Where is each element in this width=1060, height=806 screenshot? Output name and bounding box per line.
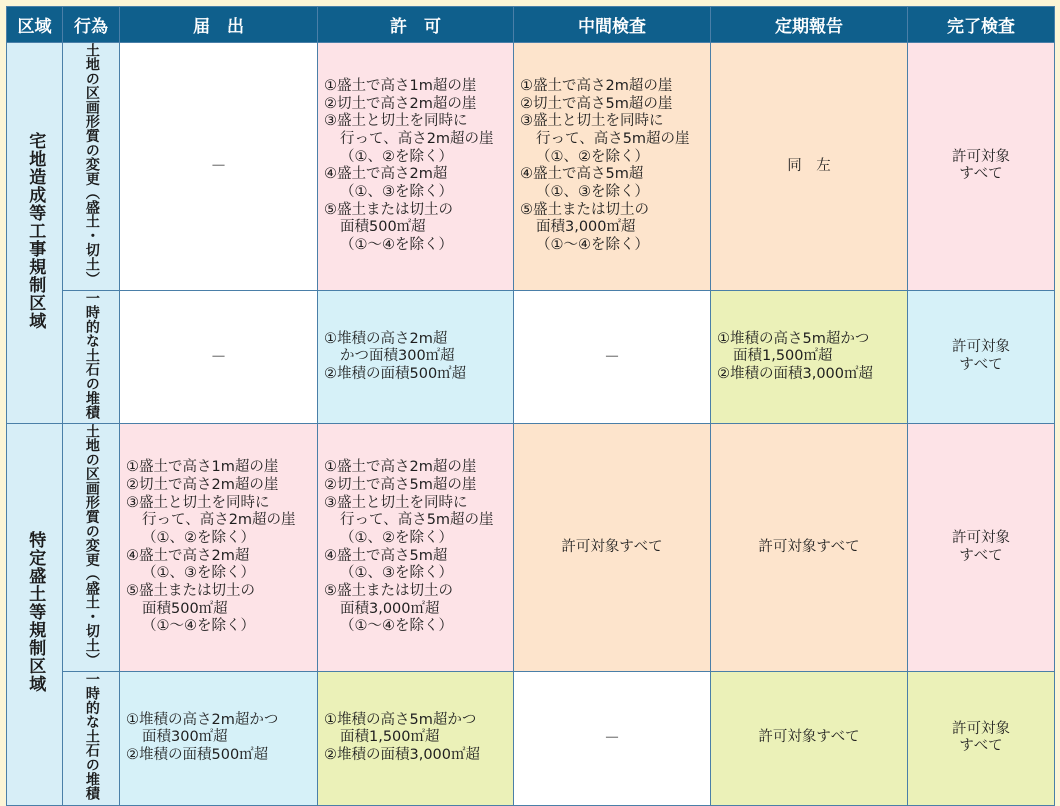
dash: － bbox=[210, 156, 227, 176]
all-permit-line1: 許可対象 bbox=[952, 529, 1010, 546]
list-item: ④盛土で高さ2m超 bbox=[324, 166, 448, 183]
list-item: 面積1,500㎡超 bbox=[733, 348, 833, 365]
list-item: ①堆積の高さ2m超 bbox=[324, 330, 448, 347]
list-item: ③盛土と切土を同時に bbox=[126, 494, 270, 511]
act-land-change bbox=[63, 424, 120, 672]
act-temp-pile bbox=[63, 672, 120, 806]
list-item: 行って、高さ5m超の崖 bbox=[536, 131, 690, 147]
all-permit-text: 許可対象すべて bbox=[758, 538, 860, 555]
r3-notify bbox=[120, 424, 318, 672]
dash: － bbox=[603, 727, 620, 747]
list-item: ②切土で高さ2m超の崖 bbox=[126, 476, 279, 493]
r4-notify bbox=[120, 672, 318, 806]
act-label: 一時的な土石の堆積 bbox=[83, 290, 100, 420]
act-label: 一時的な土石の堆積 bbox=[83, 672, 100, 801]
r4-permit bbox=[318, 672, 514, 806]
header-row bbox=[7, 7, 1055, 43]
r3-permit bbox=[318, 424, 514, 672]
list-item: ②堆積の面積500㎡超 bbox=[324, 365, 467, 382]
table-row bbox=[7, 43, 1055, 291]
list-item: ⑤盛土または切土の bbox=[520, 201, 649, 218]
list-item: ④盛土で高さ2m超 bbox=[126, 547, 250, 564]
list-item: （①、②を除く） bbox=[340, 148, 453, 165]
list-item: （①～④を除く） bbox=[536, 237, 649, 254]
zone-label: 特定盛土等規制区域 bbox=[25, 530, 46, 694]
r3-midcheck bbox=[514, 424, 711, 672]
list-item: （①、②を除く） bbox=[536, 148, 649, 165]
list-item: ③盛土と切土を同時に bbox=[324, 494, 468, 511]
list-item: 面積500㎡超 bbox=[142, 600, 228, 617]
list-item: ①盛土で高さ1m超の崖 bbox=[324, 77, 477, 94]
list-item: （①、②を除く） bbox=[340, 529, 453, 546]
list-item: 面積300㎡超 bbox=[142, 729, 228, 746]
zone-residential bbox=[7, 43, 63, 424]
list-item: ①盛土で高さ2m超の崖 bbox=[324, 459, 477, 476]
list-item: ②堆積の面積3,000㎡超 bbox=[717, 365, 874, 382]
header-notify: 届 出 bbox=[120, 7, 318, 43]
dash: － bbox=[210, 346, 227, 366]
list-item: （①、③を除く） bbox=[536, 184, 649, 201]
list-item: ①盛土で高さ2m超の崖 bbox=[520, 77, 673, 94]
list-item: ②切土で高さ5m超の崖 bbox=[520, 95, 673, 112]
header-report: 定期報告 bbox=[711, 7, 908, 43]
list-item: （①、③を除く） bbox=[340, 184, 453, 201]
list-item: ④盛土で高さ5m超 bbox=[324, 547, 448, 564]
r3-report bbox=[711, 424, 908, 672]
act-temp-pile bbox=[63, 290, 120, 424]
list-item: ⑤盛土または切土の bbox=[126, 583, 255, 600]
same-left-text: 同 左 bbox=[787, 157, 831, 174]
list-item: ④盛土で高さ5m超 bbox=[520, 166, 644, 183]
all-permit-line2: すべて bbox=[959, 547, 1003, 564]
list-item: （①～④を除く） bbox=[340, 618, 453, 635]
list-item: （①、③を除く） bbox=[142, 565, 255, 582]
zone-label: 宅地造成等工事規制区域 bbox=[25, 131, 46, 330]
table-row bbox=[7, 290, 1055, 424]
list-item: 面積500㎡超 bbox=[340, 219, 426, 236]
r2-notify bbox=[120, 290, 318, 424]
all-permit-text: 許可対象すべて bbox=[561, 538, 663, 555]
r1-midcheck bbox=[514, 43, 711, 291]
act-label: 土地の区画形質の変更（盛土・切土） bbox=[83, 43, 100, 286]
all-permit-line2: すべて bbox=[959, 166, 1003, 183]
list-item: 行って、高さ5m超の崖 bbox=[340, 512, 494, 529]
dash: － bbox=[603, 346, 620, 366]
list-item: ①堆積の高さ2m超かつ bbox=[126, 711, 279, 728]
list-item: ②堆積の面積500㎡超 bbox=[126, 747, 269, 764]
r1-notify bbox=[120, 43, 318, 291]
header-completion: 完了検査 bbox=[908, 7, 1055, 43]
list-item: 行って、高さ2m超の崖 bbox=[142, 512, 296, 529]
list-item: ②切土で高さ2m超の崖 bbox=[324, 95, 477, 112]
list-item: （①、②を除く） bbox=[142, 529, 255, 546]
list-item: ①盛土で高さ1m超の崖 bbox=[126, 459, 279, 476]
r2-permit bbox=[318, 290, 514, 424]
r1-report bbox=[711, 43, 908, 291]
list-item: ①堆積の高さ5m超かつ bbox=[324, 711, 477, 728]
header-zone: 区域 bbox=[7, 7, 63, 43]
r4-midcheck bbox=[514, 672, 711, 806]
list-item: ⑤盛土または切土の bbox=[324, 583, 453, 600]
act-land-change bbox=[63, 43, 120, 291]
r3-completion bbox=[908, 424, 1055, 672]
all-permit-line1: 許可対象 bbox=[952, 720, 1010, 737]
header-act: 行為 bbox=[63, 7, 120, 43]
list-item: 面積1,500㎡超 bbox=[340, 729, 440, 746]
r1-permit bbox=[318, 43, 514, 291]
list-item: ②切土で高さ5m超の崖 bbox=[324, 476, 477, 493]
header-midcheck: 中間検査 bbox=[514, 7, 711, 43]
r2-completion bbox=[908, 290, 1055, 424]
r1-completion bbox=[908, 43, 1055, 291]
r2-midcheck bbox=[514, 290, 711, 424]
list-item: （①、③を除く） bbox=[340, 565, 453, 582]
list-item: かつ面積300㎡超 bbox=[340, 348, 455, 365]
all-permit-line1: 許可対象 bbox=[952, 148, 1010, 165]
r2-report bbox=[711, 290, 908, 424]
list-item: （①～④を除く） bbox=[340, 237, 453, 254]
table-row bbox=[7, 424, 1055, 672]
list-item: ③盛土と切土を同時に bbox=[520, 113, 664, 130]
list-item: 面積3,000㎡超 bbox=[340, 600, 440, 617]
all-permit-line1: 許可対象 bbox=[952, 339, 1010, 356]
all-permit-line2: すべて bbox=[959, 738, 1003, 755]
act-label: 土地の区画形質の変更（盛土・切土） bbox=[83, 424, 100, 668]
zone-specific bbox=[7, 424, 63, 805]
list-item: 面積3,000㎡超 bbox=[536, 219, 636, 236]
table-row bbox=[7, 672, 1055, 806]
list-item: （①～④を除く） bbox=[142, 618, 255, 635]
list-item: 行って、高さ2m超の崖 bbox=[340, 131, 494, 147]
r4-completion bbox=[908, 672, 1055, 806]
list-item: ①堆積の高さ5m超かつ bbox=[717, 330, 870, 347]
list-item: ⑤盛土または切土の bbox=[324, 201, 453, 218]
all-permit-line2: すべて bbox=[959, 357, 1003, 374]
list-item: ②堆積の面積3,000㎡超 bbox=[324, 747, 481, 764]
list-item: ③盛土と切土を同時に bbox=[324, 113, 468, 130]
regulation-table bbox=[6, 6, 1055, 806]
r4-report bbox=[711, 672, 908, 806]
all-permit-text: 許可対象すべて bbox=[758, 729, 860, 746]
header-permit: 許 可 bbox=[318, 7, 514, 43]
